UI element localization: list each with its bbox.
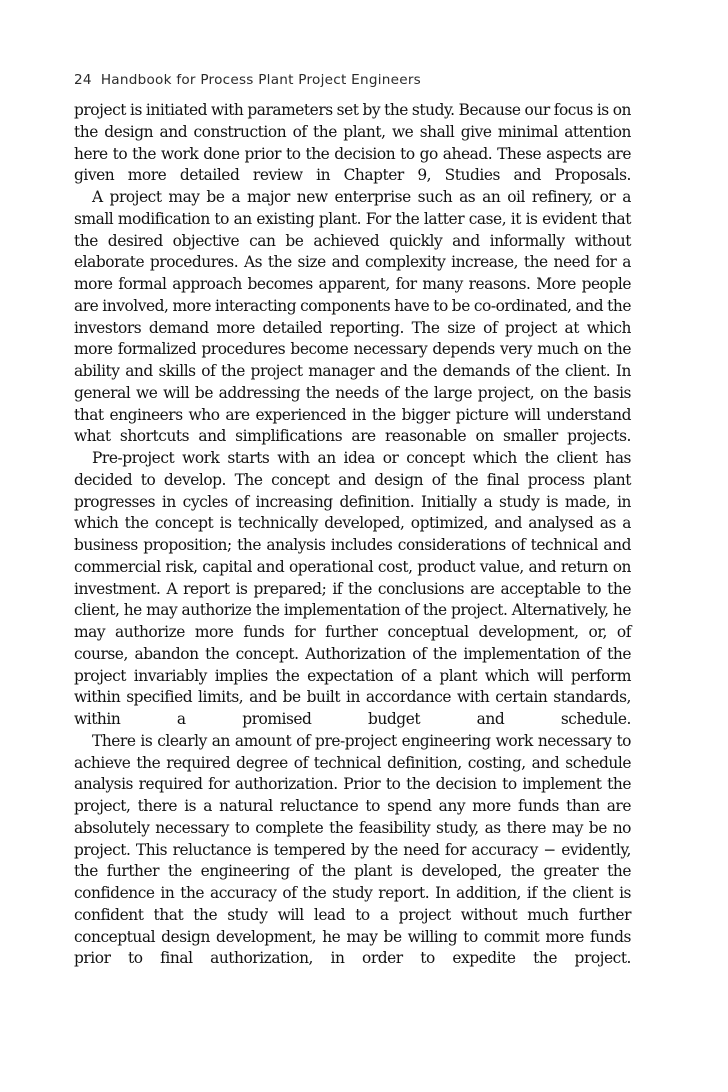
- paragraph-project-scale: A project may be a major new enterprise such as an oil refinery, or a small modification to an existing plant. For the latter case, it is evident that the desired objective can be achieved quickly and informally without elaborate procedures. As the size and complexity increase, the need for a more formal approach becomes apparent, for many reasons. More people are involved, more interacting components have to be co-ordinated, and the investors demand more detailed reporting. The size of project at which more formalized procedures become necessary depends very much on the ability and skills of the project manager and the demands of the client. In general we will be addressing the needs of the large project, on the basis that engineers who are experienced in the bigger picture will understand what shortcuts and simplifications are reasonable on smaller projects.: [74, 188, 631, 446]
- page-number: 24: [74, 72, 92, 88]
- paragraph-pre-project-work: Pre-project work starts with an idea or concept which the client has decided to develop. The concept and design of the final process plant progresses in cycles of increasing definition. Initially a study is made, in which the concept is technically developed, optimized, and analysed as a business proposition; the analysis includes considerations of technical and commercial risk, capital and operational cost, product value, and return on investment. A report is prepared; if the conclusions are acceptable to the client, he may authorize the implementation of the project. Alternatively, he may authorize more funds for further conceptual development, or, of course, abandon the concept. Authorization of the implementation of the project invariably implies the expectation of a plant which will perform within specified limits, and be built in accordance with certain standards, within a promised budget and schedule.: [74, 449, 631, 728]
- book-page: [74, 66, 631, 970]
- running-title: Handbook for Process Plant Project Engineers: [100, 72, 421, 88]
- paragraph-continuation: project is initiated with parameters set by the study. Because our focus is on the design and construction of the plant, we shall give minimal attention here to the work done prior to the decision to go ahead. These aspects are given more detailed review in Chapter 9, Studies and Proposals.: [74, 101, 631, 185]
- body-text: [74, 100, 631, 970]
- running-header: [74, 66, 631, 94]
- paragraph-pre-project-engineering: There is clearly an amount of pre-project engineering work necessary to achieve the required degree of technical definition, costing, and schedule analysis required for authorization. Prior to the decision to implement the project, there is a natural reluctance to spend any more funds than are absolutely necessary to complete the feasibility study, as there may be no project. This reluctance is tempered by the need for accuracy − evidently, the further the engineering of the plant is developed, the greater the confidence in the accuracy of the study report. In addition, if the client is confident that the study will lead to a project without much further conceptual design development, he may be willing to commit more funds prior to final authorization, in order to expedite the project.: [74, 731, 631, 968]
